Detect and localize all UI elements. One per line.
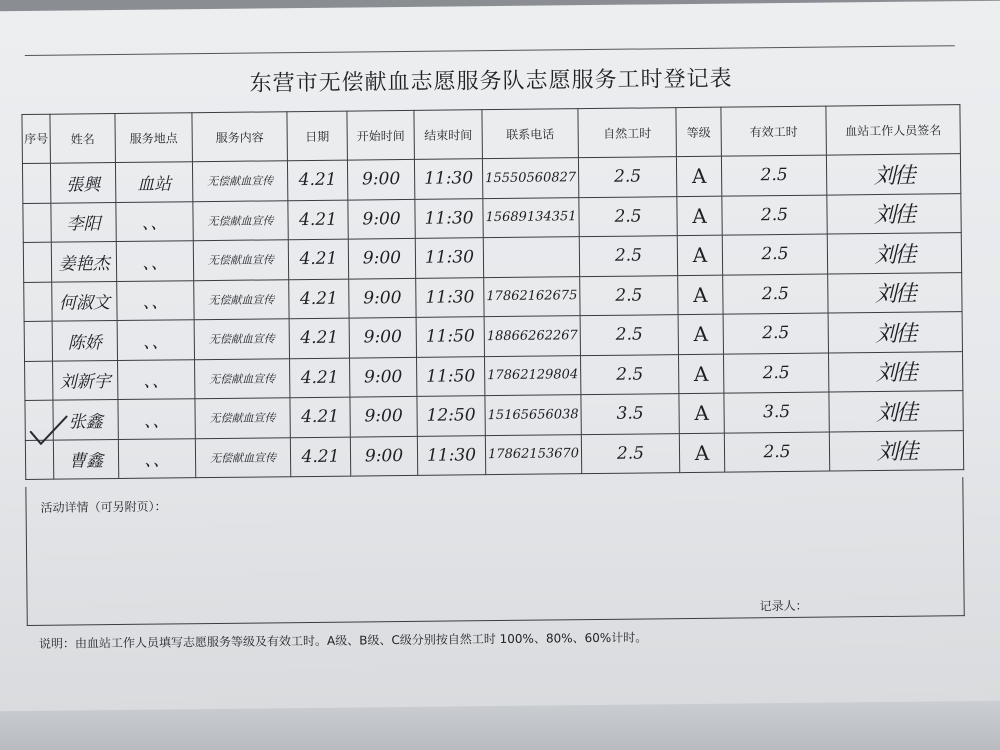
cell-content: 无偿献血宣传 [193, 200, 288, 240]
cell-effective-hours: 2.5 [724, 432, 829, 473]
cell-start: 9:00 [350, 436, 417, 476]
cell-effective-hours: 2.5 [723, 353, 828, 394]
cell-name: 張興 [50, 163, 115, 203]
header-phone: 联系电话 [482, 109, 579, 159]
cell-effective-hours: 3.5 [724, 392, 829, 433]
cell-grade: A [677, 235, 722, 275]
cell-natural-hours: 2.5 [578, 157, 676, 198]
cell-phone [483, 237, 579, 278]
cell-name: 刘新宇 [53, 360, 118, 400]
form-title: 东营市无偿献血志愿服务队志愿服务工时登记表 [249, 66, 733, 97]
cell-effective-hours: 2.5 [723, 274, 828, 315]
cell-signature: 刘佳 [829, 391, 963, 432]
cell-signature: 刘佳 [829, 430, 963, 471]
cell-effective-hours: 2.5 [721, 155, 826, 196]
cell-name: 何淑文 [52, 281, 117, 321]
cell-content: 无偿献血宣传 [193, 240, 288, 280]
cell-start: 9:00 [350, 396, 417, 436]
cell-phone: 15165656038 [485, 395, 581, 436]
cell-end: 11:50 [417, 356, 485, 396]
header-start: 开始时间 [347, 110, 415, 160]
header-signature: 血站工作人员签名 [826, 105, 961, 155]
cell-natural-hours: 2.5 [580, 354, 678, 395]
registration-table [21, 104, 964, 480]
cell-grade: A [678, 275, 723, 315]
cell-phone: 17862162675 [484, 276, 580, 317]
cell-end: 11:50 [416, 317, 484, 357]
cell-name: 陈娇 [52, 321, 117, 361]
header-content: 服务内容 [192, 112, 288, 162]
cell-phone: 17862153670 [485, 434, 581, 475]
cell-signature: 刘佳 [827, 233, 961, 274]
cell-start: 9:00 [348, 238, 415, 278]
cell-seq [22, 163, 50, 203]
cell-seq [23, 203, 51, 243]
cell-signature: 刘佳 [828, 312, 962, 353]
cell-name: 曹鑫 [53, 439, 118, 479]
header-end: 结束时间 [414, 110, 483, 160]
cell-end: 11:30 [415, 238, 483, 278]
cell-phone: 17862129804 [485, 355, 581, 396]
cell-end: 12:50 [417, 396, 485, 436]
cell-grade: A [676, 156, 721, 196]
cell-natural-hours: 2.5 [581, 433, 679, 474]
cell-natural-hours: 2.5 [579, 236, 677, 277]
cell-date: 4.21 [289, 279, 349, 319]
header-natural-hours: 自然工时 [578, 108, 677, 158]
cell-signature: 刘佳 [826, 154, 960, 195]
cell-place: 、、 [118, 438, 195, 478]
cell-seq [25, 361, 53, 401]
cell-date: 4.21 [288, 239, 348, 279]
paper-sheet [0, 1, 1000, 712]
activity-details-label: 活动详情（可另附页）： [40, 499, 167, 515]
cell-phone: 18866262267 [484, 316, 580, 357]
cell-content: 无偿献血宣传 [195, 358, 290, 398]
cell-start: 9:00 [347, 159, 414, 199]
cell-grade: A [679, 433, 724, 473]
header-place: 服务地点 [115, 113, 193, 163]
cell-content: 无偿献血宣传 [194, 279, 289, 319]
cell-start: 9:00 [349, 278, 416, 318]
cell-place: 、、 [117, 280, 194, 320]
cell-date: 4.21 [289, 318, 349, 358]
activity-details-box [25, 477, 964, 626]
cell-end: 11:30 [417, 435, 485, 475]
cell-name: 张鑫 [53, 400, 118, 440]
cell-place: 、、 [118, 399, 195, 439]
header-date: 日期 [287, 111, 348, 161]
cell-effective-hours: 2.5 [723, 313, 828, 354]
cell-grade: A [679, 393, 724, 433]
cell-content: 无偿献血宣传 [195, 437, 290, 477]
footnote: 说明：由血站工作人员填写志愿服务等级及有效工时。A级、B级、C级分别按自然工时 100%、80%、60%计时。 [38, 630, 648, 651]
cell-date: 4.21 [290, 358, 350, 398]
cell-signature: 刘佳 [828, 351, 962, 392]
cell-place: 、、 [116, 201, 193, 241]
cell-name: 李阳 [51, 202, 116, 242]
cell-effective-hours: 2.5 [722, 234, 827, 275]
cell-seq [24, 321, 52, 361]
cell-place: 、、 [116, 241, 193, 281]
header-name: 姓名 [50, 114, 116, 164]
cell-end: 11:30 [415, 198, 483, 238]
cell-place: 血站 [115, 162, 192, 202]
top-rule [25, 45, 955, 56]
header-seq: 序号 [22, 114, 51, 163]
cell-natural-hours: 2.5 [580, 315, 678, 356]
table-row [25, 430, 963, 479]
cell-seq [23, 242, 51, 282]
cell-natural-hours: 3.5 [581, 394, 679, 435]
cell-content: 无偿献血宣传 [195, 398, 290, 438]
cell-start: 9:00 [349, 317, 416, 357]
recorder-label: 记录人： [759, 598, 808, 614]
cell-phone: 15550560827 [482, 158, 578, 199]
cell-date: 4.21 [290, 397, 350, 437]
cell-date: 4.21 [287, 160, 347, 200]
cell-place: 、、 [117, 320, 194, 360]
cell-name: 姜艳杰 [51, 242, 116, 282]
cell-seq [24, 282, 52, 322]
cell-content: 无偿献血宣传 [192, 161, 287, 201]
cell-start: 9:00 [350, 357, 417, 397]
header-effective-hours: 有效工时 [721, 106, 827, 156]
cell-end: 11:30 [416, 277, 484, 317]
cell-effective-hours: 2.5 [722, 195, 827, 236]
cell-content: 无偿献血宣传 [194, 319, 289, 359]
cell-grade: A [677, 196, 722, 236]
header-grade: 等级 [676, 107, 722, 156]
cell-end: 11:30 [414, 159, 482, 199]
cell-start: 9:00 [348, 199, 415, 239]
checkmark-icon [29, 414, 69, 448]
cell-natural-hours: 2.5 [580, 275, 678, 316]
cell-place: 、、 [118, 359, 195, 399]
cell-date: 4.21 [290, 437, 350, 477]
cell-grade: A [678, 314, 723, 354]
cell-natural-hours: 2.5 [579, 196, 677, 237]
cell-date: 4.21 [288, 200, 348, 240]
cell-grade: A [678, 354, 723, 394]
cell-signature: 刘佳 [828, 272, 962, 313]
cell-signature: 刘佳 [827, 193, 961, 234]
cell-phone: 15689134351 [483, 197, 579, 238]
